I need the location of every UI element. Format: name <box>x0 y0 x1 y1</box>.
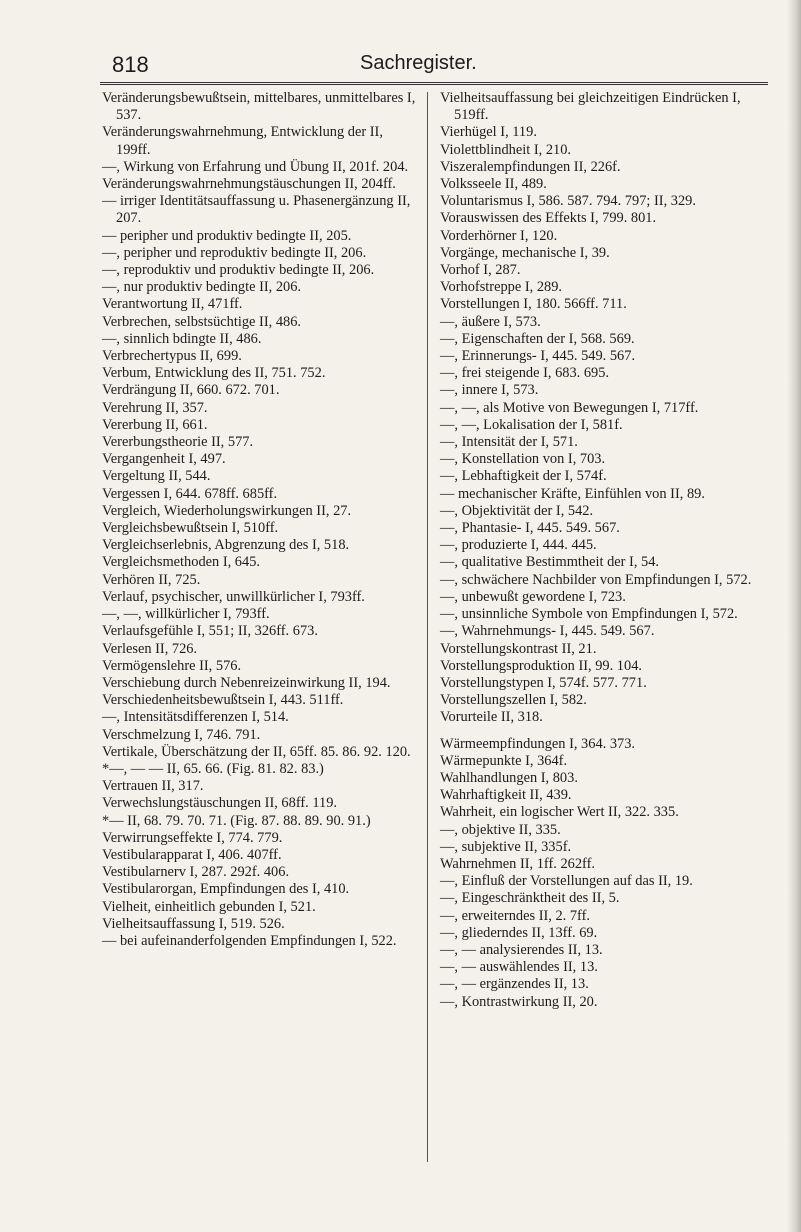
index-entry: Vergleichsmethoden I, 645. <box>102 554 260 571</box>
index-entry: Verwechslungstäuschungen II, 68ff. 119. <box>102 795 337 812</box>
index-entry: Verlesen II, 726. <box>102 640 198 657</box>
index-entry: — mechanischer Kräfte, Einfühlen von II, 89. <box>440 485 705 502</box>
index-entry: —, — auswählendes II, 13. <box>440 959 598 976</box>
index-entry: Wahlhandlungen I, 803. <box>440 769 578 786</box>
index-entry: — peripher und produktiv bedingte II, 205. <box>102 227 352 244</box>
index-entry: Vielheitsauffassung I, 519. 526. <box>102 915 285 932</box>
index-entry: Verschmelzung I, 746. 791. <box>102 726 261 743</box>
index-entry: —, —, als Motive von Bewegungen I, 717ff. <box>440 399 699 416</box>
index-entry: Vorstellungen I, 180. 566ff. 711. <box>440 296 627 313</box>
index-entry: Vererbungstheorie II, 577. <box>102 434 254 451</box>
index-entry: Verschiedenheitsbewußtsein I, 443. 511ff. <box>102 692 344 709</box>
index-entry: Viszeralempfindungen II, 226f. <box>440 158 621 175</box>
column-divider <box>427 92 428 1162</box>
index-entry: Vorgänge, mechanische I, 39. <box>440 244 610 261</box>
index-entry: —, subjektive II, 335f. <box>440 838 572 855</box>
index-entry: Wahrhaftigkeit II, 439. <box>440 787 572 804</box>
index-entry: —, —, willkürlicher I, 793ff. <box>102 606 270 623</box>
index-entry: —, gliederndes II, 13ff. 69. <box>440 924 598 941</box>
index-entry: Vertikale, Überschätzung der II, 65ff. 85. 86. 92. 120. <box>102 743 411 760</box>
index-entry: Verhören II, 725. <box>102 571 201 588</box>
index-entry: —, Phantasie- I, 445. 549. 567. <box>440 520 620 537</box>
index-entry: Vergangenheit I, 497. <box>102 451 226 468</box>
index-entry: —, Erinnerungs- I, 445. 549. 567. <box>440 348 636 365</box>
index-entry: —, Konstellation von I, 703. <box>440 451 606 468</box>
index-entry: Vorstellungskontrast II, 21. <box>440 640 597 657</box>
index-entry: Vorstellungstypen I, 574f. 577. 771. <box>440 674 647 691</box>
index-entry: Verantwortung II, 471ff. <box>102 296 243 313</box>
index-entry: Vermögenslehre II, 576. <box>102 657 242 674</box>
index-entry: Vorstellungsproduktion II, 99. 104. <box>440 657 642 674</box>
index-entry: Volksseele II, 489. <box>440 176 547 193</box>
index-entry: —, Eingeschränktheit des II, 5. <box>440 890 620 907</box>
index-entry: Vorhof I, 287. <box>440 262 521 279</box>
index-entry: — irriger Identitätsauffassung u. Phasenergänzung II, 207. <box>102 193 411 227</box>
index-entry: Vestibularorgan, Empfindungen des I, 410. <box>102 881 350 898</box>
index-entry: — bei aufeinanderfolgenden Empfindungen I, 522. <box>102 932 397 949</box>
index-entry: —, erweiterndes II, 2. 7ff. <box>440 907 590 924</box>
index-entry: Vielheitsauffassung bei gleichzeitigen Eindrücken I, 519ff. <box>440 90 741 124</box>
index-entry: —, Intensitätsdifferenzen I, 514. <box>102 709 289 726</box>
index-entry: Verlauf, psychischer, unwillkürlicher I, 793ff. <box>102 588 365 605</box>
index-entry: —, Objektivität der I, 542. <box>440 502 594 519</box>
index-column-right <box>440 90 755 1011</box>
index-entry: —, unbewußt gewordene I, 723. <box>440 588 626 605</box>
index-entry: Vergleichsbewußtsein I, 510ff. <box>102 520 279 537</box>
page-edge-shadow <box>787 0 801 1232</box>
index-entry: Wahrnehmen II, 1ff. 262ff. <box>440 855 595 872</box>
index-entry: Verbrechen, selbstsüchtige II, 486. <box>102 313 302 330</box>
header-rule <box>100 82 768 85</box>
index-entry: Verwirrungseffekte I, 774. 779. <box>102 829 283 846</box>
page-number: 818 <box>112 52 149 77</box>
index-entry: —, äußere I, 573. <box>440 313 541 330</box>
index-entry: —, Eigenschaften der I, 568. 569. <box>440 330 635 347</box>
index-entry: Vestibularnerv I, 287. 292f. 406. <box>102 864 290 881</box>
index-entry: Wahrheit, ein logischer Wert II, 322. 335. <box>440 804 679 821</box>
index-entry: Verlaufsgefühle I, 551; II, 326ff. 673. <box>102 623 318 640</box>
index-entry: —, reproduktiv und produktiv bedingte II, 206. <box>102 262 375 279</box>
index-entry: —, qualitative Bestimmtheit der I, 54. <box>440 554 660 571</box>
index-entry: —, produzierte I, 444. 445. <box>440 537 597 554</box>
index-entry: —, Kontrastwirkung II, 20. <box>440 993 598 1010</box>
index-entry: —, objektive II, 335. <box>440 821 561 838</box>
index-entry: —, Einfluß der Vorstellungen auf das II, 19. <box>440 873 693 890</box>
index-entry: Vestibularapparat I, 406. 407ff. <box>102 846 282 863</box>
index-entry: *—, — — II, 65. 66. (Fig. 81. 82. 83.) <box>102 760 324 777</box>
index-entry: —, nur produktiv bedingte II, 206. <box>102 279 302 296</box>
index-column-left <box>102 90 417 950</box>
index-entry: Vergleich, Wiederholungswirkungen II, 27. <box>102 502 352 519</box>
index-entry: —, frei steigende I, 683. 695. <box>440 365 610 382</box>
index-entry: *— II, 68. 79. 70. 71. (Fig. 87. 88. 89. 90. 91.) <box>102 812 371 829</box>
index-entry: Verdrängung II, 660. 672. 701. <box>102 382 280 399</box>
index-entry: —, unsinnliche Symbole von Empfindungen I, 572. <box>440 606 738 623</box>
index-entry: Voluntarismus I, 586. 587. 794. 797; II, 329. <box>440 193 696 210</box>
index-entry: —, Lebhaftigkeit der I, 574f. <box>440 468 607 485</box>
index-entry: Vorauswissen des Effekts I, 799. 801. <box>440 210 657 227</box>
index-entry: —, —, Lokalisation der I, 581f. <box>440 416 623 433</box>
index-entry: Verehrung II, 357. <box>102 399 208 416</box>
index-entry: Vielheit, einheitlich gebunden I, 521. <box>102 898 316 915</box>
index-entry: —, — ergänzendes II, 13. <box>440 976 589 993</box>
index-entry: Verbum, Entwicklung des II, 751. 752. <box>102 365 326 382</box>
index-entry: Verbrechertypus II, 699. <box>102 348 242 365</box>
index-entry: —, Wirkung von Erfahrung und Übung II, 201f. 204. <box>102 158 409 175</box>
index-entry: Verschiebung durch Nebenreizeinwirkung II, 194. <box>102 674 391 691</box>
index-entry: —, Intensität der I, 571. <box>440 434 578 451</box>
index-entry: —, schwächere Nachbilder von Empfindungen I, 572. <box>440 571 752 588</box>
index-entry: —, — analysierendes II, 13. <box>440 941 603 958</box>
index-entry: Wärmepunkte I, 364f. <box>440 752 568 769</box>
index-entry: Veränderungswahrnehmungstäuschungen II, 204ff. <box>102 176 396 193</box>
index-entry: Vergessen I, 644. 678ff. 685ff. <box>102 485 278 502</box>
index-entry: Veränderungswahrnehmung, Entwicklung der II, 199ff. <box>102 124 383 158</box>
index-entry: Vererbung II, 661. <box>102 416 208 433</box>
index-entry: Wärmeempfindungen I, 364. 373. <box>440 735 636 752</box>
index-entry: —, Wahrnehmungs- I, 445. 549. 567. <box>440 623 655 640</box>
index-entry: Vorstellungszellen I, 582. <box>440 692 587 709</box>
running-head: Sachregister. <box>360 52 477 74</box>
index-entry: Vertrauen II, 317. <box>102 778 204 795</box>
index-entry: Vergleichserlebnis, Abgrenzung des I, 518. <box>102 537 350 554</box>
index-entry: —, peripher und reproduktiv bedingte II, 206. <box>102 244 367 261</box>
index-entry: Violettblindheit I, 210. <box>440 141 572 158</box>
index-entry: Vergeltung II, 544. <box>102 468 211 485</box>
index-entry: Vorhofstreppe I, 289. <box>440 279 563 296</box>
index-entry: —, sinnlich bdingte II, 486. <box>102 330 262 347</box>
index-entry: Vorderhörner I, 120. <box>440 227 558 244</box>
index-entry: Veränderungsbewußtsein, mittelbares, unmittelbares I, 537. <box>102 90 416 124</box>
index-entry: Vorurteile II, 318. <box>440 709 543 726</box>
index-entry: —, innere I, 573. <box>440 382 539 399</box>
index-entry: Vierhügel I, 119. <box>440 124 537 141</box>
